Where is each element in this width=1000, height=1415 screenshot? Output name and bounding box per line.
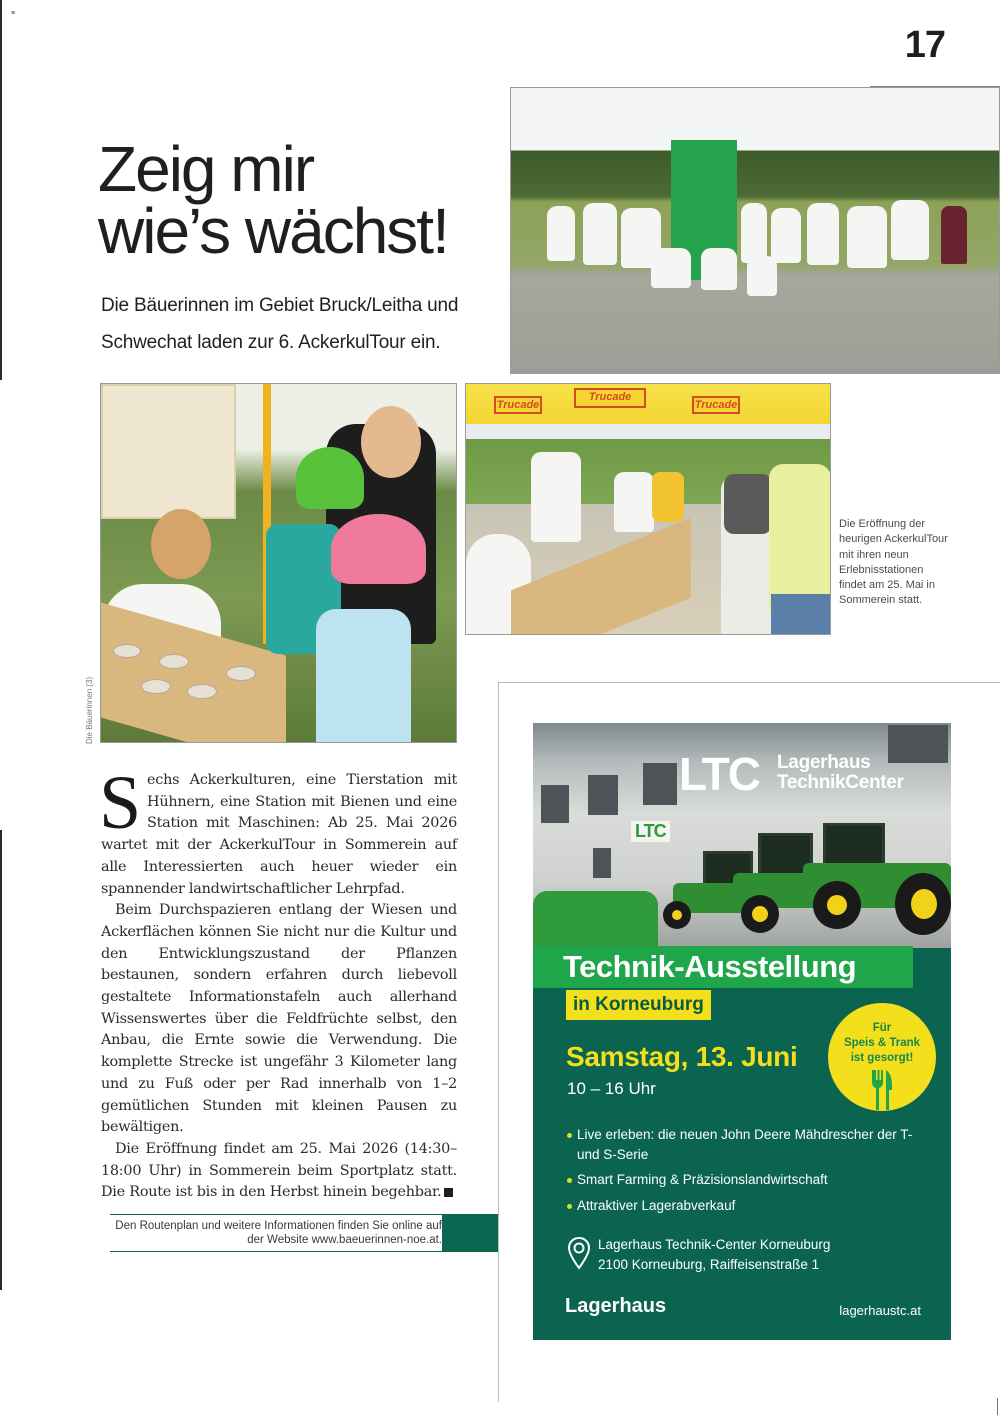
ad-feature-list xyxy=(567,1125,927,1221)
person-graphic xyxy=(724,474,772,534)
feature-item: Attraktiver Lagerabverkauf xyxy=(567,1196,927,1216)
feature-item: Live erleben: die neuen John Deere Mähdrescher der T- und S-Serie xyxy=(567,1125,927,1164)
photo-credit: Die Bäuerinnen (3) xyxy=(85,676,94,744)
website-info-text[interactable]: Den Routenplan und weitere Informationen finden Sie online auf der Website www.baeuerinnen-noe.at. xyxy=(115,1220,442,1246)
person-graphic xyxy=(807,203,839,265)
person-graphic xyxy=(769,464,831,614)
farmer-station-photo xyxy=(100,383,457,743)
window-graphic xyxy=(541,785,569,823)
ad-title: Technik-Ausstellung xyxy=(563,949,857,984)
sample-plate xyxy=(159,654,189,669)
end-of-article-mark xyxy=(444,1188,453,1197)
page-edge xyxy=(997,1398,998,1415)
sample-plate xyxy=(187,684,217,699)
tractor-wheel xyxy=(752,906,768,922)
ad-website-link[interactable]: lagerhaustc.at xyxy=(839,1303,921,1318)
article-subhead: Die Bäuerinnen im Gebiet Bruck/Leitha und Schwechat laden zur 6. AckerkulTour ein. xyxy=(101,295,459,353)
person-graphic xyxy=(651,248,691,288)
feature-item: Smart Farming & Präzisionslandwirtschaft xyxy=(567,1170,927,1190)
ad-date: Samstag, 13. Juni xyxy=(566,1041,798,1072)
food-drink-badge xyxy=(828,1003,936,1111)
website-info-box xyxy=(110,1214,498,1252)
page-edge xyxy=(0,830,2,1290)
window-graphic xyxy=(588,775,618,815)
person-graphic xyxy=(652,472,684,522)
umbrella-brand-label: Trucade xyxy=(692,396,740,414)
person-graphic xyxy=(771,594,831,635)
cutlery-icon xyxy=(828,1070,936,1115)
green-bin-graphic xyxy=(533,891,658,951)
ad-frame xyxy=(498,682,499,1402)
badge-text: Für Speis & Trank ist gesorgt! xyxy=(843,1022,921,1064)
article-body xyxy=(99,761,457,1204)
ad-location: in Korneuburg xyxy=(566,990,711,1020)
paragraph: Beim Durchspazieren entlang der Wiesen und Ackerflächen können Sie nicht nur die Kultur und den Entwicklungszustand der Pflanzen bestaunen, sondern erfahren durch liebevoll gestaltete Informationstafeln auch allerhand Wissenswertes über die Feldfrüchte selbst, den Anbau, die Ernte sowie die Verwendung. Die komplette Strecke ist ungefähr 3 Kilometer lang und zu Fuß oder per Rad innerhalb von 1–2 gemütlichen Stunden mit kleinen Pausen zu bewältigen. xyxy=(101,902,457,1136)
person-graphic xyxy=(583,203,617,265)
person-graphic xyxy=(747,256,777,296)
green-accent-block xyxy=(442,1215,498,1251)
person-graphic xyxy=(771,208,801,263)
menu-icon[interactable]: ≡ xyxy=(11,10,16,17)
paragraph: Die Eröffnung findet am 25. Mai 2026 (14:30–18:00 Uhr) in Sommerein beim Sportplatz statt. Die Route ist bis in den Herbst hinein begehbar. xyxy=(101,1140,457,1201)
person-graphic xyxy=(547,206,575,261)
tractor-wheel xyxy=(672,910,682,920)
page-number: 17 xyxy=(904,24,945,66)
dropcap: S xyxy=(99,761,142,845)
ltc-logo: LTC xyxy=(679,748,760,800)
ad-frame xyxy=(498,682,1000,683)
address-text: Lagerhaus Technik-Center Korneuburg 2100 Korneuburg, Raiffeisenstraße 1 xyxy=(598,1237,831,1272)
info-stand-photo xyxy=(465,383,831,635)
lagerhaus-brand: Lagerhaus xyxy=(565,1295,667,1317)
location-pin-icon xyxy=(567,1236,591,1275)
ltc-logo-name: Lagerhaus TechnikCenter xyxy=(777,752,904,793)
page-edge xyxy=(0,0,2,380)
person-graphic xyxy=(701,248,737,290)
umbrella-brand-label: Trucade xyxy=(574,388,646,408)
photo-caption: Die Eröffnung der heurigen AckerkulTour mit ihren neun Erlebnisstationen findet am 25. Mai in Sommerein statt. xyxy=(839,518,948,607)
umbrella-brand-label: Trucade xyxy=(494,396,542,414)
headline-line: wie’s wächst! xyxy=(98,195,448,267)
ad-time: 10 – 16 Uhr xyxy=(567,1079,656,1098)
window-graphic xyxy=(593,848,611,878)
person-graphic xyxy=(847,206,887,268)
window-graphic xyxy=(643,763,677,805)
helmet-graphic xyxy=(331,514,426,584)
person-graphic xyxy=(151,509,211,579)
person-graphic xyxy=(941,206,967,264)
sample-plate xyxy=(113,644,141,658)
person-graphic xyxy=(741,203,767,263)
person-graphic xyxy=(891,200,929,260)
info-board-graphic xyxy=(101,384,236,519)
tractor-wheel xyxy=(911,889,937,919)
person-graphic xyxy=(361,406,421,478)
helmet-graphic xyxy=(296,447,364,509)
tractor-dealership-photo xyxy=(533,723,951,948)
person-graphic xyxy=(531,452,581,542)
paragraph: Sechs Ackerkulturen, eine Tierstation mit Hühnern, eine Station mit Bienen und eine Station mit Maschinen: Ab 25. Mai 2026 wartet mit der AckerkulTour in Sommerein auf alle Interessierten auch heuer wieder ein spannender landwirtschaftlicher Lehrpfad. xyxy=(99,761,457,897)
tractor-wheel xyxy=(827,895,847,915)
person-graphic xyxy=(316,609,411,743)
article-headline xyxy=(98,133,498,267)
headline-line: Zeig mir xyxy=(98,133,314,205)
ad-address xyxy=(567,1235,907,1275)
person-graphic xyxy=(614,472,654,532)
sample-plate xyxy=(141,679,171,694)
building-sign: LTC xyxy=(631,821,670,842)
ltc-advertisement[interactable] xyxy=(533,723,951,1340)
sample-plate xyxy=(226,666,256,681)
group-photo xyxy=(510,87,1000,374)
